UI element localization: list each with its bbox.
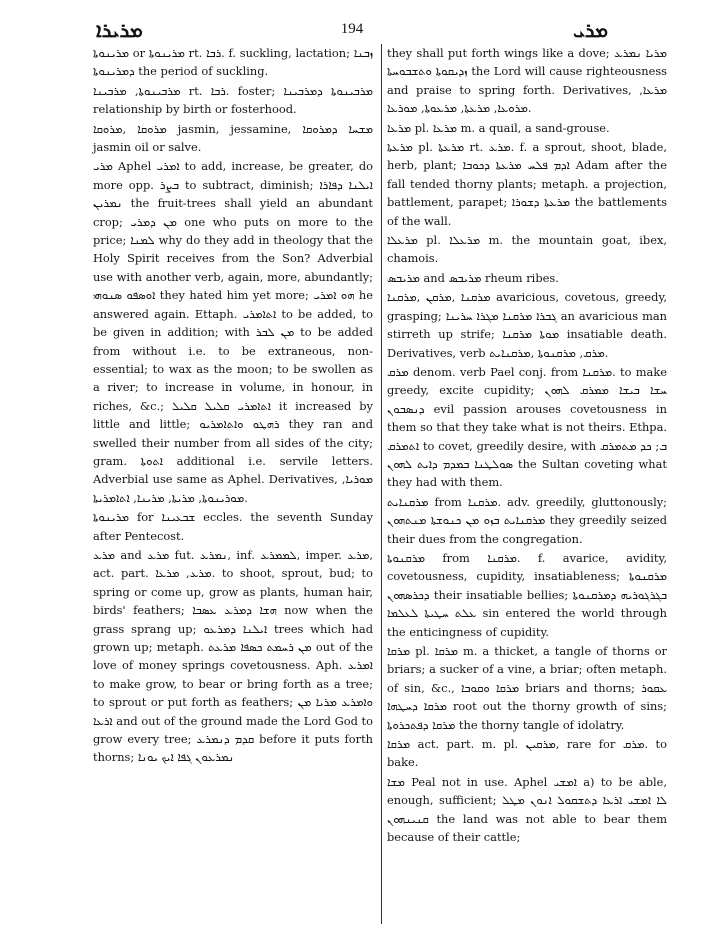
- header-right-word: ܡܪܝ: [573, 18, 608, 42]
- right-column: [387, 44, 667, 847]
- entry: they shall put forth wings like a dove; ܡܪܝܐ ܢܡܪܥ ܙܕܝܩܘܬܐ ܘܬܫܒܘܚܬܐ the Lord will cause righteousness and praise to spring forth. Derivatives, ܡܪܥܐ, ܡܪܘܥܐ, ܡܪܥܬܐ, ܡܪܥܘܬܐ, ܡܘܪܥܐ.: [387, 46, 668, 116]
- entry: ܡܪܩ denom. verb Pael conj. from ܡܪܩܢܐ. to make greedy, excite cupidity; ܚܫܐ ܒܝܫܐ ܡܡܪܩ ܠܗܘܢ ܕܢܣܒܘܢ evil passion arouses covetousness in them so that they take what is not theirs. Ethpa. ܐܬܡܪܩ to covet, greedily desire, with ܒ; ܟܕ ܡܬܡܪܩ ܣܘܠܛܢܐ ܒܡܕܡ ܕܐܝܬ ܠܗܘܢ the Sultan coveting what they had with them.: [387, 364, 667, 490]
- entry: ܡܪܝ Aphel ܐܡܪܝ to add, increase, be greater, do more opp. ܒܨܪ to subtract, diminish; ܐܝܠܢܐ ܕܦܐܪܐ ܢܡܪܝܢ the fruit-trees shall yield an abundant crop; ܡܢ ܕܡܪܝ one who puts on more to the price; ܠܡܢܐ why do they add in theology that the Holy Spirit receives from the Son? Adverbial use with another verb, again, more, abundantly; ܐܘܣܦܘ ܣܢܘܗܝ they hated him yet more; ܗܘ ܐܡܪܝ he answered again. Ettaph. ܐܬܐܡܪܝ to be added, to be given in addition; with ܡܢ ܠܒܪ to be added from without i.e. to be extraneous, non-essential; to wax as the moon; to be swollen as a river; to increase in volume, in honour, in riches, &c.; ܐܬܐܡܪܝ ܩܠܝܠ ܩܠܝܠ it increased by little and little; ܪܗܛܘ ܘܐܬܐܡܪܝܘ they ran and swelled their number from all sides of the city; gram. ܐܬܘܬܐ additional i.e. servile letters. Adverbial use same as Aphel. Derivatives, ܡܘܪܝܐ, ܡܘܪܝܢܘܬܐ, ܡܪܝܬܐ, ܡܪܝܢܐ, ܐܬܐܡܪܝܬܐ.: [93, 159, 373, 505]
- page-number: 194: [340, 21, 364, 37]
- left-column: [93, 44, 373, 768]
- entry: ܡܫܐ Peal not in use. Aphel ܐܡܫܝ a) to be able, enough, sufficient; ܠܐ ܐܡܫܝ ܐܪܥܐ ܕܬܫܩܘܠ ܐܢܘܢ ܡܛܠ ܩܢܝܢܗܘܢ the land was not able to bear them because of their cattle;: [387, 774, 667, 845]
- entry: ܡܪܥܠܐ pl. ܡܪܥܠܐ m. the mountain goat, ibex, chamois.: [387, 233, 668, 266]
- entry: ܡܪܩܐ pl. ܡܪܩܐ m. a thicket, a tangle of thorns or briars; a sucker of a vine, a briar; often metaph. of sin, &c., ܡܪܩܐ ܘܩܘܒܐ briars and thorns; ܥܩܘܪ ܡܪܩܐ ܕܚܛܗܐ root out the thorny growth of sins; ܡܪܩܐ ܕܦܬܟܪܘܬܐ the thorny tangle of idolatry.: [387, 644, 668, 732]
- entry: ܡܪܝܒܣ and ܡܪܝܒܣ rheum ribes.: [387, 270, 559, 285]
- entry: ܡܪܝܢܘܬܐ for ܫܒܥܝܢܐ eccles. the seventh Sunday after Pentecost.: [93, 510, 373, 543]
- entry: ܡܪܩܢܐ ,ܡܪܩܢ ,ܡܪܩܢܐ avaricious, covetous, greedy, grasping; ܓܒܪܐ ܡܪܩܢܐ ܡܓܪܐ ܚܪܝܢܐ an avaricious man stirreth up strife; ܡܘܬܐ ܡܪܩܢܐ insatiable death. Derivatives, verb ܡܪܩ, ܡܪܩܢܘܬܐ ,ܡܪܩܢܐܝܬ.: [387, 290, 668, 360]
- entry: ܡܪܩܢܘܬܐ from ܡܪܩܢܐ. f. avarice, avidity, covetousness, cupidity, insatiableness; ܡܪܩܢܘܬܐ ܕܟܪܣܗܘܢ their insatiable bellies; ܒܓܪܓܘܪܝܗ ܕܡܪܩܢܘܬܐ ܥܠܬ ܚܛܝܬܐ ܠܥܠܡܐ sin entered the world through the enticingness of cupidity.: [387, 550, 668, 639]
- entry: ܡܪܥܬܐ pl. ܡܪܥܬܐ rt. ܡܪܥ. f. a sprout, shoot, blade, herb, plant; ܐܕܡ ܦܠܚ ܡܪܥܬܐ ܕܟܘܒܐ Adam after the fall tended thorny plants; metaph. a projection, battlement, parapet; ܡܪܥܬܐ ܕܫܘܪܐ the battlements of the wall.: [387, 140, 667, 228]
- entry: ܡܪܩܐ act. part. m. pl. ܡܪܩܝܢ, rare for ܡܪܩ. to bake.: [387, 737, 667, 770]
- entry: ܡܪܘܩܐ ,ܡܪܘܩܐ jasmin, jessamine, ܡܫܚܐ ܕܡܪܘܩܐ jasmin oil or salve.: [93, 121, 373, 155]
- entry: ܡܪܝܢܘܬܐ or ܡܪܝܢܘܬܐ rt. ܪܒܐ. f. suckling, lactation; ܙܒܢܐ ܕܡܪܝܢܘܬܐ the period of suckling.: [93, 46, 374, 79]
- column-divider: [381, 44, 382, 924]
- entry: ܡܪܥ and ܡܪܥ fut. ܢܡܪܥ, inf. ܠܡܡܪܥ, imper. ܡܪܥ, act. part. ܡܪܥ, ܡܪܥܐ. to shoot, sprout, bud; to spring or come up, grow as plants, human hair, birds' feathers; ܗܫܐ ܕܡܪܥ ܥܣܒܐ now when the grass sprang up; ܐܝܠܢܐ ܕܡܪܥܘ trees which had grown up; metaph. ܡܢ ܪܚܡܬ ܟܣܦܐ ܡܪܥܬ out of the love of money springs covetousness. Aph. ܐܡܪܥ to make grow, to bear or bring forth as a tree; to sprout or put forth as feathers; ܘܐܡܪܥ ܡܪܝܐ ܡܢ ܐܪܥܐ and out of the ground made the Lord God to grow every tree; ܩܕܡ ܕܢܡܪܥ before it puts forth thorns; ܢܡܪܥܘܢ ܓܦܐ ܐܝܟ ܝܘܢܐ: [93, 547, 374, 765]
- entry: ܡܪܥܐ pl. ܡܪܥܐ m. a quail, a sand-grouse.: [387, 120, 610, 135]
- entry: ܡܪܒܝܢܘܬܐ, ܡܪܒܝܢܐ rt. ܪܒܐ. foster; ܡܪܒܝܢܘܬܐ ܕܡܪܒܝܢܐ relationship by birth or fosterhood.: [93, 83, 374, 117]
- header-left-word: ܡܪܝܪܐ: [96, 18, 143, 42]
- running-header: [96, 18, 608, 42]
- entry: ܡܪܩܢܐܝܬ from ܡܪܩܢܐ. adv. greedily, gluttonously; ܡܪܩܢܐܝܬ ܒܙܘ ܡܢ ܟܢܘܫܬܐ ܡܢܬܗܘܢ they greedily seized their dues from the congregation.: [387, 494, 667, 546]
